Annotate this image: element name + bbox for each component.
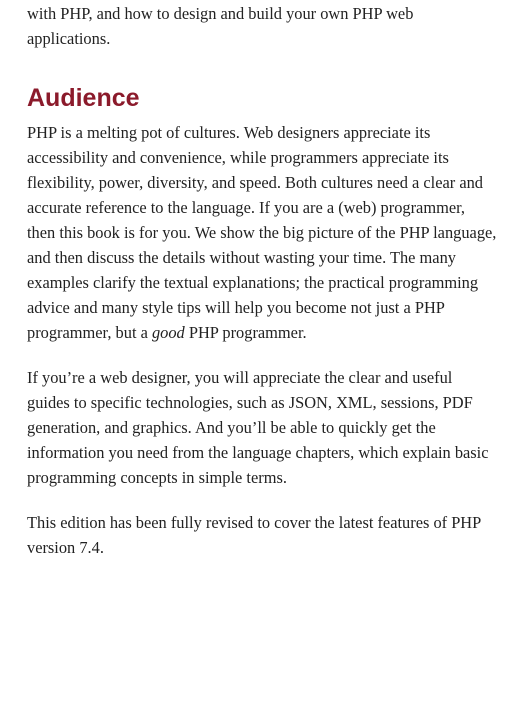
intro-continued-paragraph: with PHP, and how to design and build your own PHP web applications. — [27, 4, 414, 48]
paragraph-1-tail: PHP programmer. — [184, 323, 307, 342]
emphasis-good: good — [151, 323, 185, 342]
audience-paragraph-1 — [27, 120, 497, 345]
edition-note-paragraph: This edition has been fully revised to cover the latest features of PHP version 7.4. — [27, 513, 481, 557]
section-heading: Audience — [27, 84, 140, 112]
audience-paragraph-2: If you’re a web designer, you will appreciate the clear and useful guides to specific technologies, such as JSON, XML, sessions, PDF generation, and graphics. And you’ll be able to quickly get the information you need from the language chapters, which explain basic programming concepts in simple terms. — [27, 368, 489, 487]
paragraph-1-text: PHP is a melting pot of cultures. Web designers appreciate its accessibility and convenience, while programmers appreciate its flexibility, power, diversity, and speed. Both cultures need a clear and accurate reference to the language. If you are a (web) programmer, then this book is for you. We show the big picture of the PHP language, and then discuss the details without wasting your time. The many examples clarify the textual explanations; the practical programming advice and many style tips will help you become not just a PHP programmer, but a — [27, 123, 497, 342]
book-page — [27, 0, 497, 580]
